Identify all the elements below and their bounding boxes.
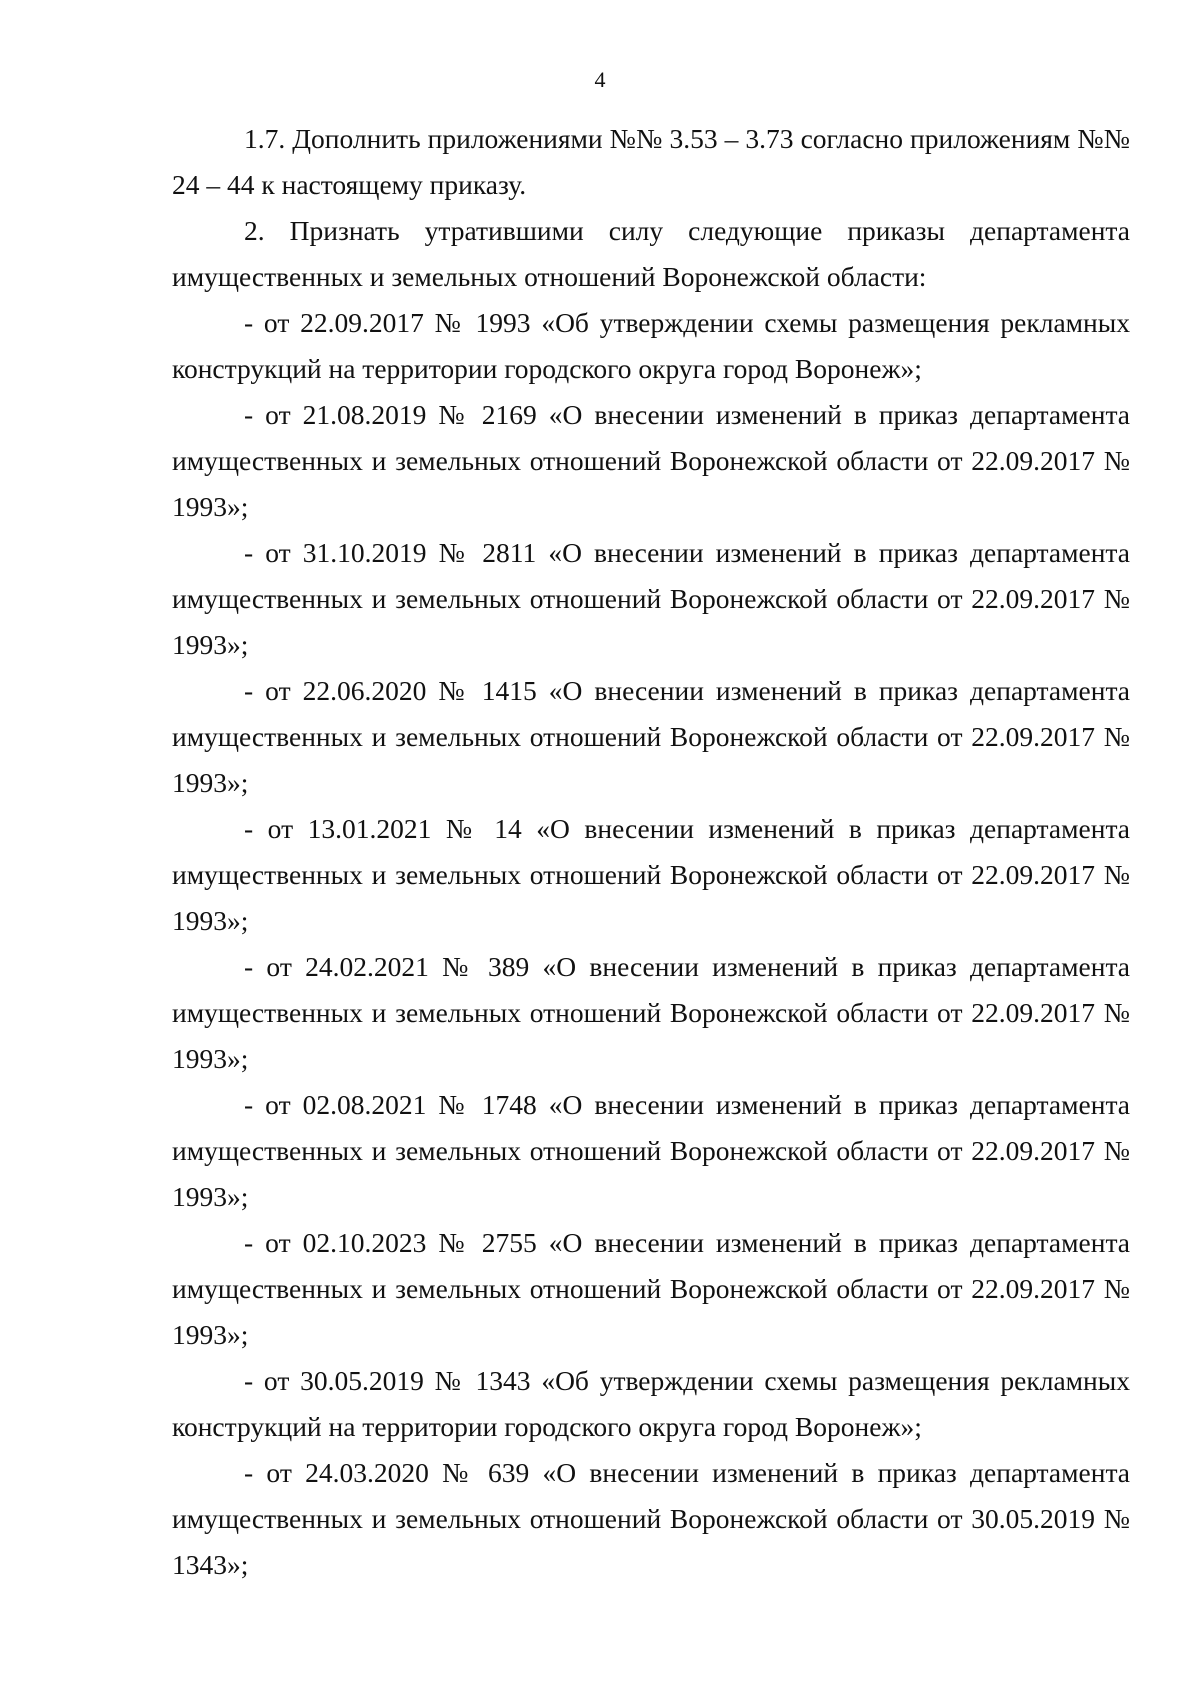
list-item: - от 13.01.2021 № 14 «О внесении изменений в приказ департамента имущественных и земельных отношений Воронежской области от 22.09.2017 № 1993»; xyxy=(172,813,1130,936)
list-item: - от 21.08.2019 № 2169 «О внесении изменений в приказ департамента имущественных и земельных отношений Воронежской области от 22.09.2017 № 1993»; xyxy=(172,399,1130,522)
page-number: 4 xyxy=(594,67,606,92)
list-item: - от 24.03.2020 № 639 «О внесении изменений в приказ департамента имущественных и земельных отношений Воронежской области от 30.05.2019 № 1343»; xyxy=(172,1457,1130,1580)
list-item: - от 02.08.2021 № 1748 «О внесении изменений в приказ департамента имущественных и земельных отношений Воронежской области от 22.09.2017 № 1993»; xyxy=(172,1089,1130,1212)
document-body xyxy=(172,116,1130,1588)
list-item: - от 22.06.2020 № 1415 «О внесении изменений в приказ департамента имущественных и земельных отношений Воронежской области от 22.09.2017 № 1993»; xyxy=(172,675,1130,798)
paragraph-clause-1-7: 1.7. Дополнить приложениями №№ 3.53 – 3.73 согласно приложениям №№ 24 – 44 к настоящему приказу. xyxy=(172,123,1130,200)
paragraph-clause-2: 2. Признать утратившими силу следующие приказы департамента имущественных и земельных отношений Воронежской области: xyxy=(172,215,1130,292)
list-item: - от 24.02.2021 № 389 «О внесении изменений в приказ департамента имущественных и земельных отношений Воронежской области от 22.09.2017 № 1993»; xyxy=(172,951,1130,1074)
list-item: - от 22.09.2017 № 1993 «Об утверждении схемы размещения рекламных конструкций на территории городского округа город Воронеж»; xyxy=(172,307,1130,384)
list-item: - от 02.10.2023 № 2755 «О внесении изменений в приказ департамента имущественных и земельных отношений Воронежской области от 22.09.2017 № 1993»; xyxy=(172,1227,1130,1350)
list-item: - от 30.05.2019 № 1343 «Об утверждении схемы размещения рекламных конструкций на территории городского округа город Воронеж»; xyxy=(172,1365,1130,1442)
list-item: - от 31.10.2019 № 2811 «О внесении изменений в приказ департамента имущественных и земельных отношений Воронежской области от 22.09.2017 № 1993»; xyxy=(172,537,1130,660)
